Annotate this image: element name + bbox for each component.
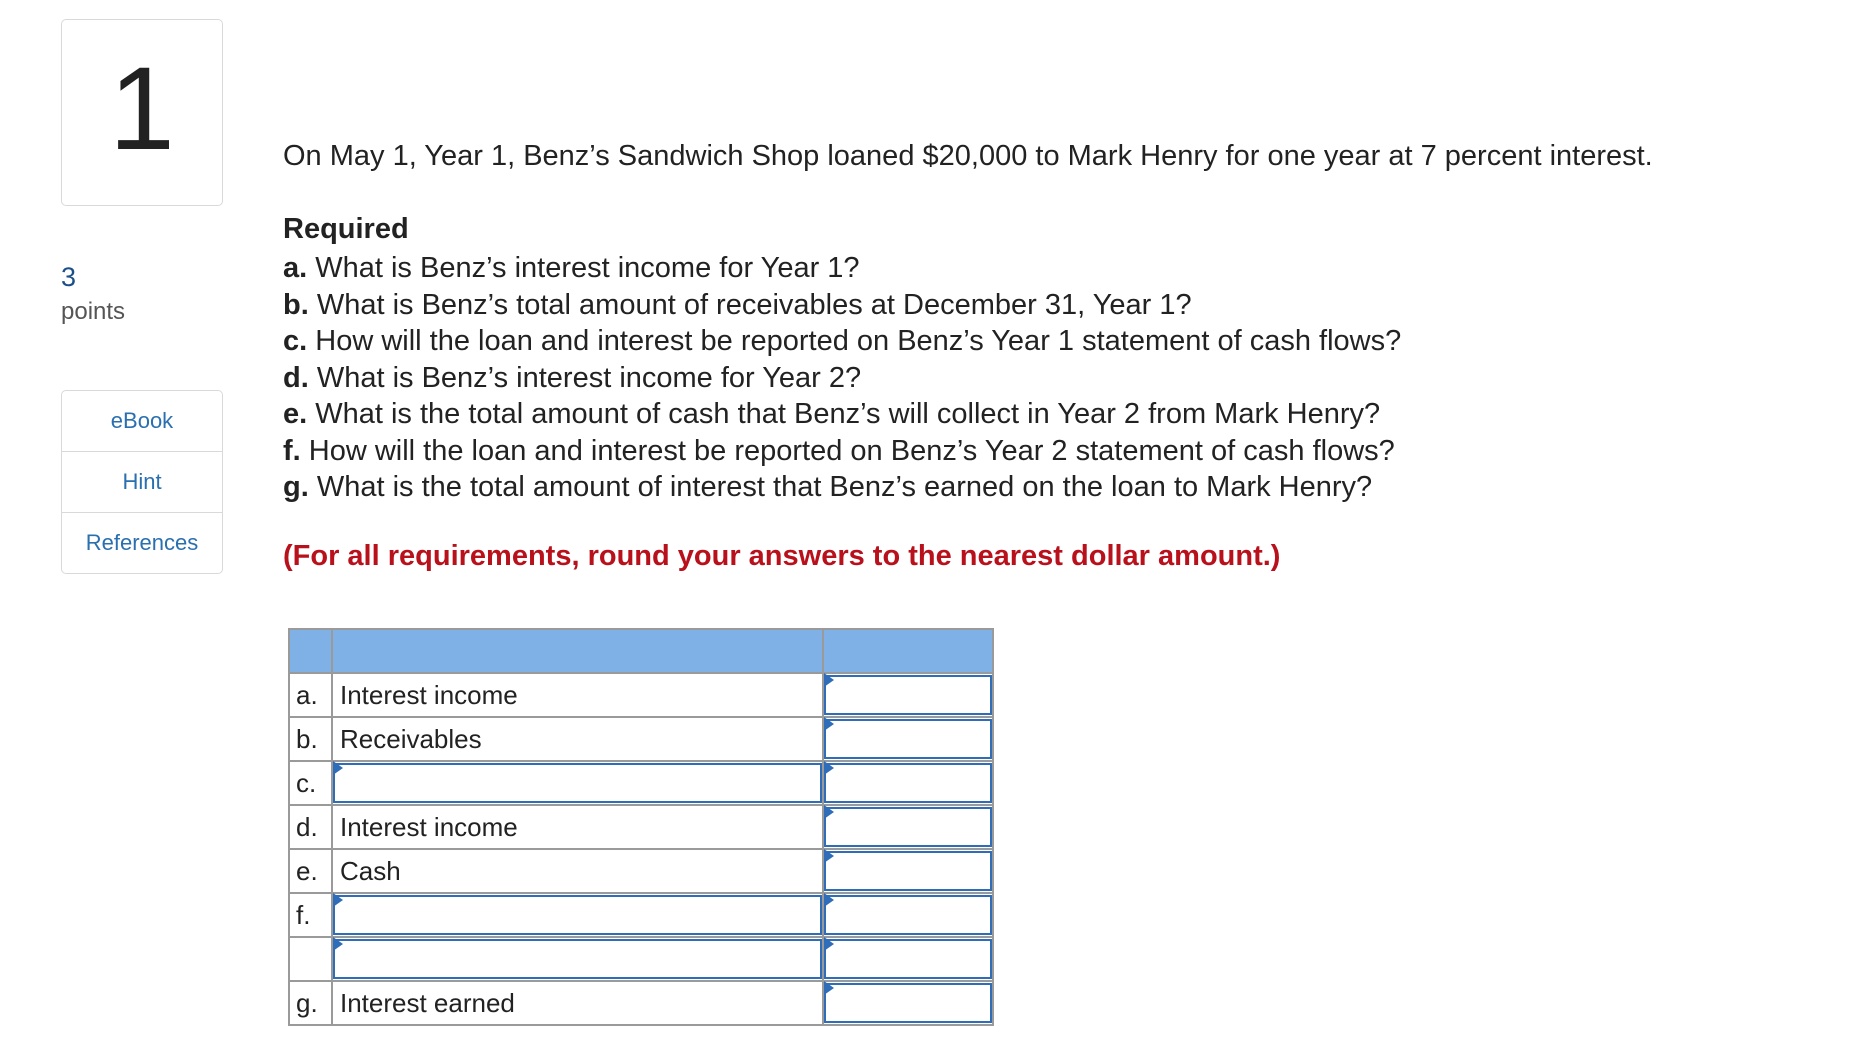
input-marker-icon (824, 673, 834, 687)
requirement-b: b. What is Benz’s total amount of receivables at December 31, Year 1? (283, 288, 1192, 321)
amount-input[interactable] (824, 807, 992, 847)
row-value-cell (823, 893, 993, 937)
amount-input[interactable] (824, 675, 992, 715)
row-value-cell (823, 805, 993, 849)
input-marker-icon (824, 761, 834, 775)
row-label: Receivables (332, 717, 823, 761)
answer-row (289, 717, 993, 761)
requirement-g: g. What is the total amount of interest that Benz’s earned on the loan to Mark Henry? (283, 471, 1373, 503)
hint-link[interactable]: Hint (62, 452, 222, 513)
row-label-cell (332, 761, 823, 805)
points-value: 3 (61, 262, 77, 292)
row-value-cell (823, 981, 993, 1025)
row-letter: f. (289, 893, 332, 937)
label-dropdown-input[interactable] (333, 895, 822, 935)
row-letter: a. (289, 673, 332, 717)
row-label: Interest earned (332, 981, 823, 1025)
answer-row (289, 849, 993, 893)
points-label: points (61, 298, 126, 325)
input-marker-icon (333, 761, 343, 775)
row-value-cell (823, 849, 993, 893)
rounding-note: (For all requirements, round your answers to the nearest dollar amount.) (283, 540, 1281, 572)
amount-input[interactable] (824, 719, 992, 759)
requirement-e: e. What is the total amount of cash that Benz’s will collect in Year 2 from Mark Henry? (283, 398, 1381, 430)
input-marker-icon (824, 849, 834, 863)
input-marker-icon (333, 937, 343, 951)
row-letter (289, 937, 332, 981)
answer-table-header (289, 629, 993, 673)
input-marker-icon (824, 981, 834, 995)
ebook-link[interactable]: eBook (62, 391, 222, 452)
problem-intro: On May 1, Year 1, Benz’s Sandwich Shop loaned $20,000 to Mark Henry for one year at 7 percent interest. (283, 140, 1653, 172)
input-marker-icon (824, 805, 834, 819)
question-number-box (61, 19, 223, 206)
answer-row (289, 805, 993, 849)
label-dropdown-input[interactable] (333, 763, 822, 803)
answer-row (289, 981, 993, 1025)
requirement-c: c. How will the loan and interest be reported on Benz’s Year 1 statement of cash flows? (283, 325, 1402, 357)
resource-links (61, 390, 223, 574)
row-label: Interest income (332, 805, 823, 849)
amount-input[interactable] (824, 763, 992, 803)
amount-input[interactable] (824, 983, 992, 1023)
answer-row (289, 893, 993, 937)
requirement-d: d. What is Benz’s interest income for Year 2? (283, 361, 862, 394)
answer-table (288, 628, 994, 1026)
requirement-f: f. How will the loan and interest be reported on Benz’s Year 2 statement of cash flows? (283, 434, 1395, 467)
answer-row (289, 937, 993, 981)
references-link[interactable]: References (85, 530, 199, 555)
input-marker-icon (824, 937, 834, 951)
row-label: Interest income (332, 673, 823, 717)
row-value-cell (823, 937, 993, 981)
row-value-cell (823, 761, 993, 805)
amount-input[interactable] (824, 895, 992, 935)
row-letter: g. (289, 981, 332, 1025)
row-label: Cash (332, 849, 823, 893)
answer-row (289, 673, 993, 717)
row-value-cell (823, 673, 993, 717)
question-number: 1 (109, 42, 175, 175)
answer-row (289, 761, 993, 805)
amount-input[interactable] (824, 939, 992, 979)
requirement-a: a. What is Benz’s interest income for Year 1? (283, 252, 860, 284)
requirements-list (283, 250, 1401, 506)
input-marker-icon (824, 717, 834, 731)
row-value-cell (823, 717, 993, 761)
amount-input[interactable] (824, 851, 992, 891)
row-letter: d. (289, 805, 332, 849)
input-marker-icon (824, 893, 834, 907)
required-heading: Required (283, 213, 409, 245)
row-letter: b. (289, 717, 332, 761)
label-dropdown-input[interactable] (333, 939, 822, 979)
row-letter: c. (289, 761, 332, 805)
input-marker-icon (333, 893, 343, 907)
row-label-cell (332, 893, 823, 937)
row-letter: e. (289, 849, 332, 893)
row-label-cell (332, 937, 823, 981)
